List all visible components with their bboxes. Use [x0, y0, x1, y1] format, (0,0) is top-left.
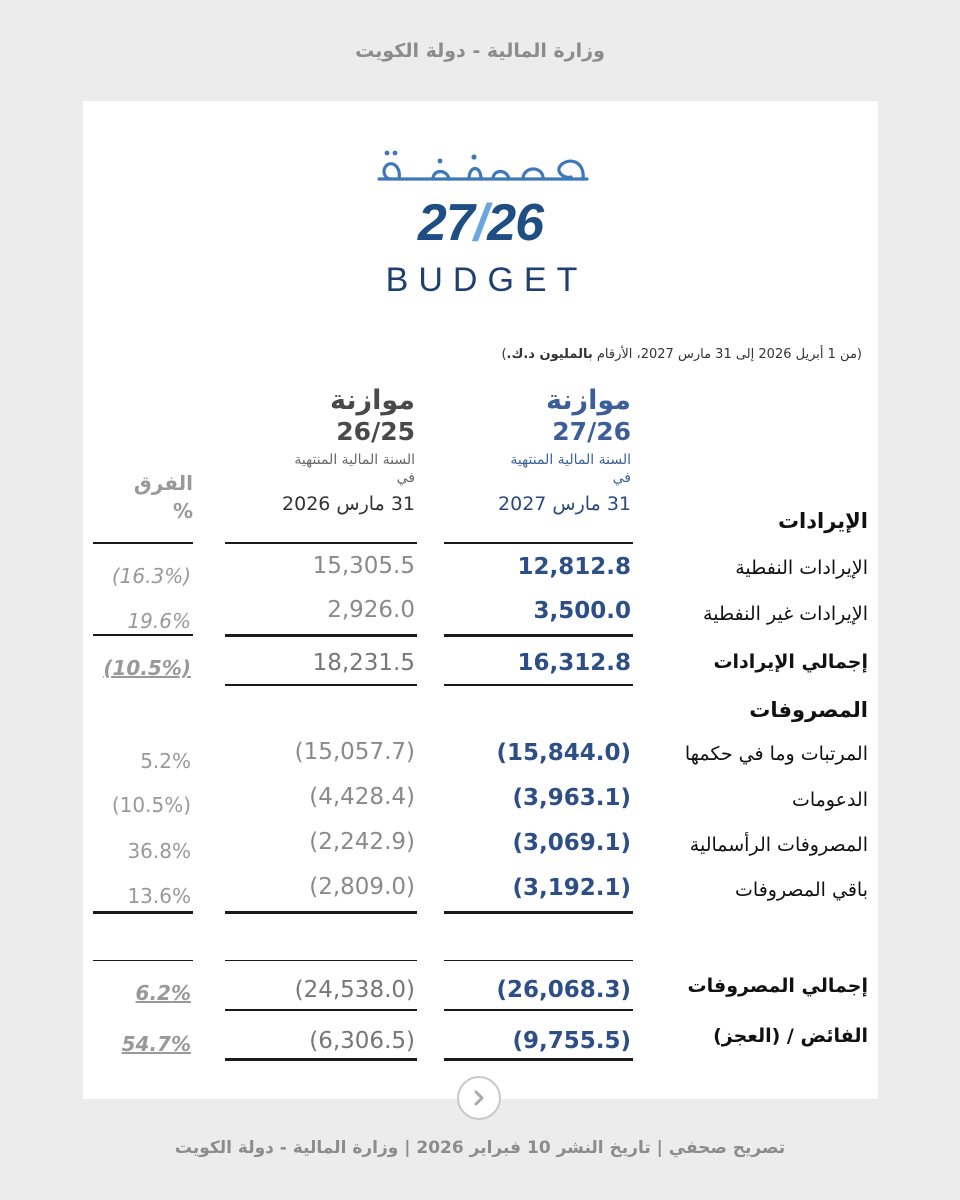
final-rule-2025	[225, 1058, 417, 1061]
value-2026-salaries: (15,844.0)	[496, 740, 631, 766]
value-2026-surplus-deficit: (9,755.5)	[512, 1028, 631, 1054]
column-date: 31 مارس 2026	[282, 493, 415, 515]
column-year: 27/26	[552, 417, 631, 446]
value-2026-other-expenditure: (3,192.1)	[512, 875, 631, 901]
column-header-budget-2026-27	[498, 385, 631, 517]
row-label-total-revenue: إجمالي الإيرادات	[713, 651, 868, 673]
value-2026-subsidies: (3,963.1)	[512, 785, 631, 811]
diff-subsidies: (10.5%)	[111, 793, 191, 817]
row-label-capital-expenditure: المصروفات الرأسمالية	[689, 834, 868, 856]
diff-oil-revenue: (16.3%)	[111, 564, 191, 588]
thin-rule-2025	[225, 960, 417, 961]
row-label-total-expenditure: إجمالي المصروفات	[687, 975, 868, 997]
value-2025-subsidies: (4,428.4)	[309, 784, 415, 810]
row-label-oil-revenue: الإيرادات النفطية	[735, 557, 868, 579]
column-subtitle: السنة المالية المنتهية	[510, 452, 631, 468]
footer-press-release: تصريح صحفي | تاريخ النشر 10 فبراير 2026 | وزارة المالية - دولة الكويت	[174, 1138, 786, 1158]
value-2025-other-expenditure: (2,809.0)	[309, 874, 415, 900]
budget-logo-english: BUDGET	[385, 261, 588, 299]
budget-card	[83, 101, 878, 1099]
value-2026-total-revenue: 16,312.8	[517, 650, 631, 676]
value-2025-surplus-deficit: (6,306.5)	[309, 1028, 415, 1054]
value-2025-salaries: (15,057.7)	[294, 739, 415, 765]
diff-salaries: 5.2%	[140, 749, 191, 773]
value-2025-capital-expenditure: (2,242.9)	[309, 829, 415, 855]
expense-rule-diff	[93, 911, 193, 914]
row-label-surplus-deficit: الفائض / (العجز)	[713, 1025, 868, 1047]
expense-rule-2025	[225, 911, 417, 914]
diff-nonoil-revenue: 19.6%	[127, 609, 191, 633]
budget-logo-year: 27/26	[417, 194, 544, 252]
total-exp-rule-2025	[225, 1009, 417, 1011]
next-page-button[interactable]	[457, 1076, 501, 1120]
column-date: 31 مارس 2027	[498, 493, 631, 515]
value-2026-oil-revenue: 12,812.8	[517, 554, 631, 580]
column-subtitle-2: في	[612, 470, 631, 486]
row-label-nonoil-revenue: الإيرادات غير النفطية	[703, 603, 868, 625]
diff-total-expenditure: 6.2%	[135, 981, 191, 1005]
difference-unit: %	[172, 499, 193, 523]
header-rule-2025	[225, 542, 417, 544]
budget-logo-arabic	[373, 139, 593, 195]
subtotal-rule-2026	[444, 634, 633, 637]
thin-rule-2026	[444, 960, 633, 961]
column-subtitle: السنة المالية المنتهية	[294, 452, 415, 468]
header-rule-2026	[444, 542, 633, 544]
diff-other-expenditure: 13.6%	[127, 884, 191, 908]
diff-surplus-deficit: 54.7%	[121, 1032, 191, 1056]
subtotal-rule-diff	[93, 634, 193, 636]
value-2026-nonoil-revenue: 3,500.0	[533, 598, 631, 624]
period-note: (من 1 أبريل 2026 إلى 31 مارس 2027، الأرقام بالمليون د.ك.)	[501, 347, 862, 362]
value-2026-total-expenditure: (26,068.3)	[496, 977, 631, 1003]
difference-title: الفرق	[133, 471, 193, 495]
column-title: موازنة	[330, 385, 415, 416]
section-revenues: الإيرادات	[777, 509, 868, 533]
column-subtitle-2: في	[396, 470, 415, 486]
header-ministry: وزارة المالية - دولة الكويت	[355, 40, 605, 62]
column-header-budget-2025-26	[282, 385, 415, 517]
total-exp-rule-2026	[444, 1009, 633, 1011]
row-label-salaries: المرتبات وما في حكمها	[684, 743, 868, 765]
subtotal-rule-2025	[225, 634, 417, 637]
value-2025-oil-revenue: 15,305.5	[312, 553, 415, 579]
total-rule-2026	[444, 684, 633, 686]
column-title: موازنة	[546, 385, 631, 416]
value-2025-nonoil-revenue: 2,926.0	[327, 597, 415, 623]
section-expenses: المصروفات	[749, 698, 868, 722]
row-label-other-expenditure: باقي المصروفات	[735, 879, 868, 901]
final-rule-2026	[444, 1058, 633, 1061]
diff-capital-expenditure: 36.8%	[127, 839, 191, 863]
row-label-subsidies: الدعومات	[791, 789, 868, 811]
value-2025-total-revenue: 18,231.5	[312, 650, 415, 676]
column-year: 26/25	[336, 417, 415, 446]
total-rule-2025	[225, 684, 417, 686]
thin-rule-diff	[93, 960, 193, 961]
expense-rule-2026	[444, 911, 633, 914]
value-2025-total-expenditure: (24,538.0)	[294, 977, 415, 1003]
header-rule-diff	[93, 542, 193, 544]
chevron-right-icon	[469, 1088, 489, 1108]
value-2026-capital-expenditure: (3,069.1)	[512, 830, 631, 856]
diff-total-revenue: (10.5%)	[103, 656, 191, 680]
column-header-difference	[113, 469, 193, 525]
